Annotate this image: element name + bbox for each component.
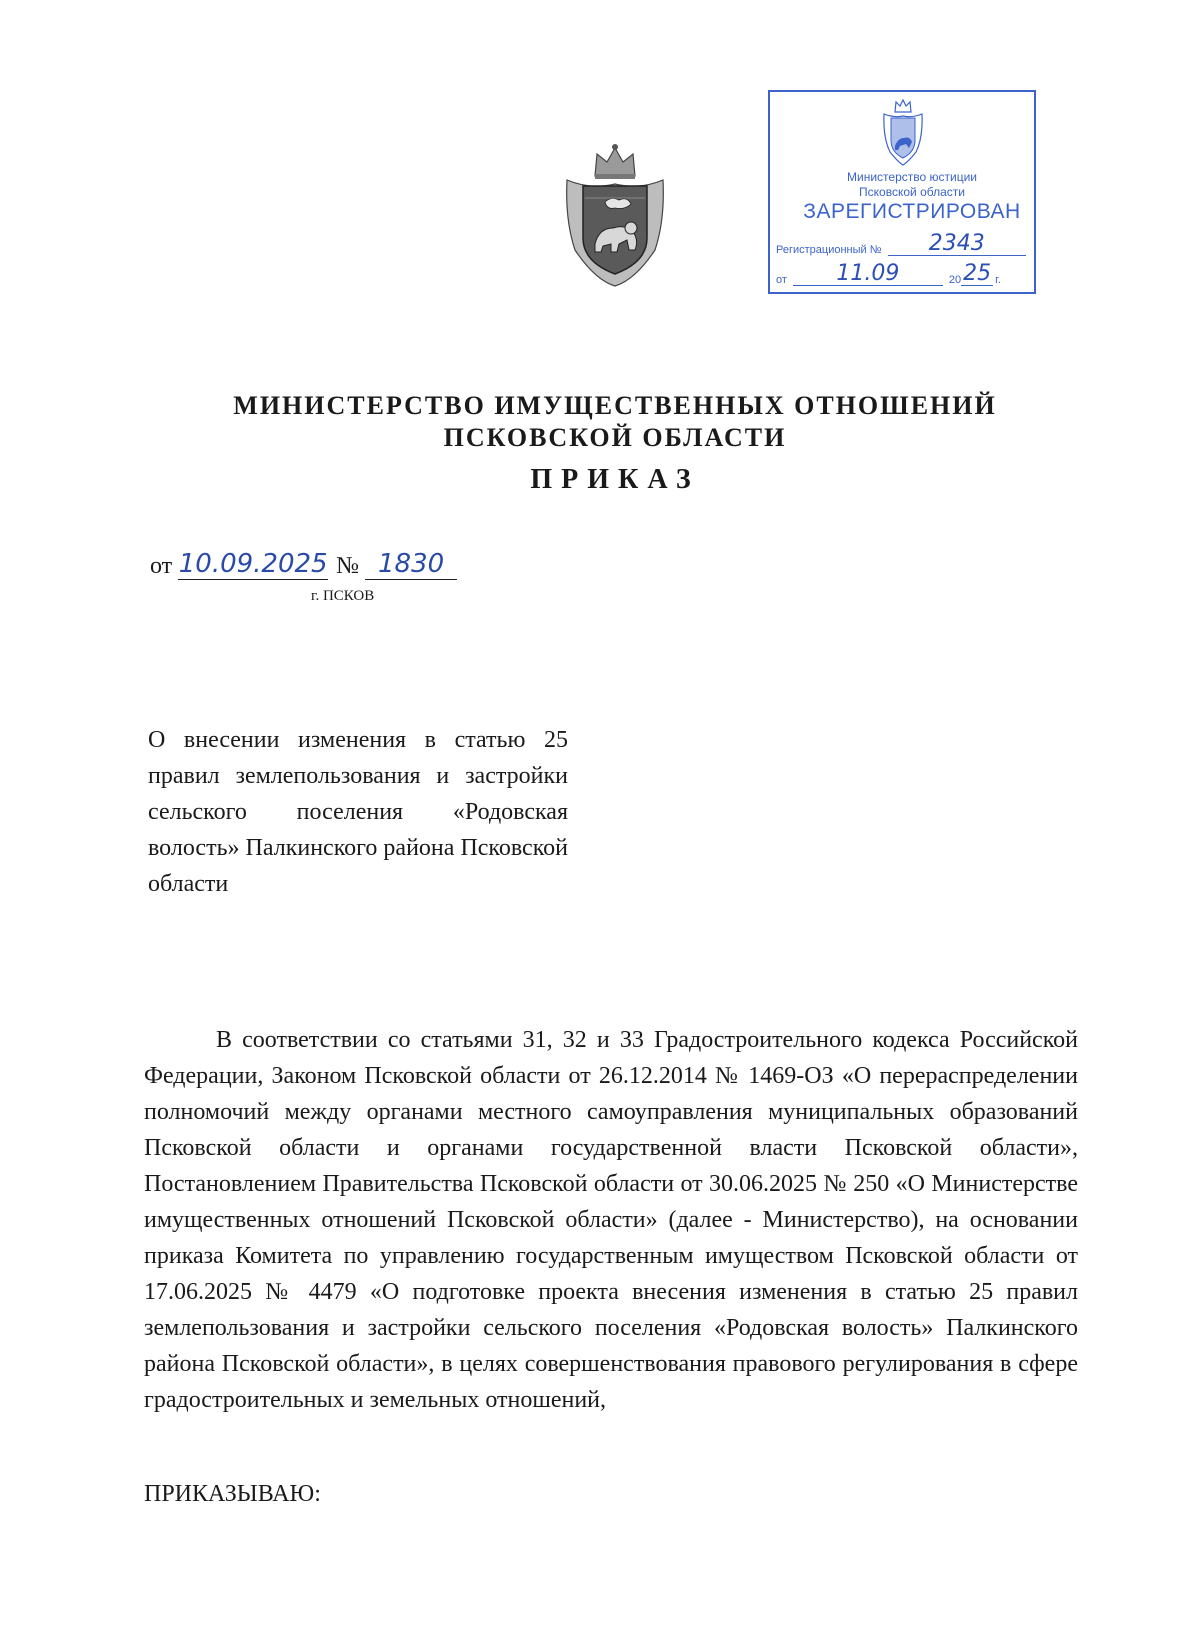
organization-title-line2: ПСКОВСКОЙ ОБЛАСТИ: [443, 423, 787, 452]
stamp-reg-label: Регистрационный №: [776, 244, 882, 256]
registration-stamp: [768, 90, 1036, 294]
order-number: 1830: [377, 549, 445, 579]
coat-of-arms-icon: [555, 140, 675, 290]
stamp-year-field: [961, 263, 993, 286]
stamp-year-suffix: 25: [963, 261, 992, 286]
order-date-field: [178, 549, 328, 580]
order-body: В соответствии со статьями 31, 32 и 33 Градостроительного кодекса Российской Федерации, Законом Псковской области от 26.12.2014 № 1469-ОЗ «О перераспределении полномочий между органами местного самоуправления муниципальных образований Псковской области и органами государственной власти Псковской области», Постановлением Правительства Псковской области от 30.06.2025 № 250 «О Министерстве имущественных отношений Псковской области» (далее - Министерство), на основании приказа Комитета по управлению государственным имуществом Псковской области от 17.06.2025 № 4479 «О подготовке проекта внесения изменения в статью 25 правил землепользования и застройки сельского поселения «Родовская волость» Палкинского района Псковской области», в целях совершенствования правового регулирования в сфере градостроительных и земельных отношений,: [144, 1027, 1078, 1413]
stamp-date-field: [793, 263, 943, 286]
organization-title-line1: МИНИСТЕРСТВО ИМУЩЕСТВЕННЫХ ОТНОШЕНИЙ: [233, 391, 997, 420]
stamp-year-end: г.: [995, 274, 1001, 286]
stamp-reg-number: 2343: [928, 231, 985, 256]
stamp-status: ЗАРЕГИСТРИРОВАН: [803, 200, 1021, 223]
stamp-reg-number-field: [888, 233, 1026, 256]
order-date-prefix: от: [150, 553, 173, 579]
document-type: ПРИКАЗ: [530, 464, 700, 495]
stamp-emblem-icon: [878, 98, 928, 168]
order-number-sign: №: [336, 553, 360, 579]
stamp-date-prefix: от: [776, 274, 787, 286]
stamp-date-day-month: 11.09: [836, 261, 900, 286]
stamp-date-row: [776, 262, 1026, 286]
order-subject: О внесении изменения в статью 25 правил землепользования и застройки сельского поселения «Родовская волость» Палкинского района Псковской области: [148, 727, 568, 897]
stamp-ministry: [770, 170, 1034, 200]
order-date-line: [150, 549, 457, 580]
order-number-field: [365, 549, 457, 580]
order-directive: ПРИКАЗЫВАЮ:: [144, 1481, 321, 1507]
stamp-reg-row: [776, 231, 1026, 256]
stamp-year-prefix: 20: [948, 274, 962, 286]
stamp-ministry-line2: Псковской области: [859, 185, 965, 199]
organization-title: [0, 390, 1200, 454]
stamp-ministry-line1: Министерство юстиции: [847, 170, 977, 184]
order-city: г. ПСКОВ: [311, 588, 375, 604]
order-date: 10.09.2025: [178, 549, 328, 579]
